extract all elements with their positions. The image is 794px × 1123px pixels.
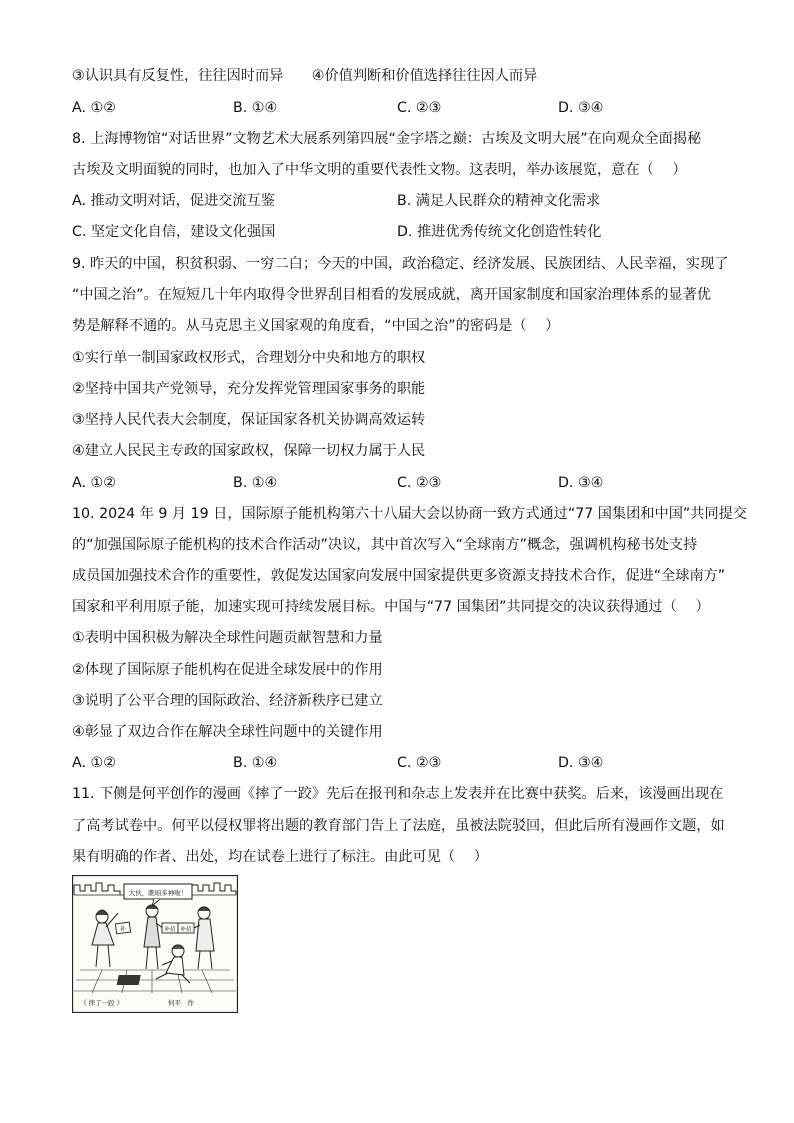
comic-sign-3: 补招 — [180, 927, 192, 933]
q9-statement-2: ②坚持中国共产党领导，充分发挥党管理国家事务的职能 — [72, 381, 426, 397]
comic-drawing — [72, 875, 238, 1013]
comic-caption-author: 何平 作 — [168, 999, 194, 1007]
q10-option-d[interactable]: D. ③④ — [558, 755, 604, 771]
q9-stem-line-1: 9. 昨天的中国，积贫积弱、一穷二白；今天的中国，政治稳定、经济发展、民族团结、人民幸福，实现了 — [72, 256, 729, 272]
q8-option-a[interactable]: A. 推动文明对话，促进交流互鉴 — [72, 193, 275, 209]
q10-option-c[interactable]: C. ②③ — [397, 755, 442, 771]
q7-option-b[interactable]: B. ①④ — [233, 100, 278, 116]
comic-sign-2: 补招 — [164, 927, 176, 933]
q11-stem-line-1: 11. 下侧是何平创作的漫画《摔了一跤》先后在报刊和杂志上发表并在比赛中获奖。后来，该漫画出现在 — [72, 786, 724, 802]
q9-statement-1: ①实行单一制国家政权形式，合理划分中央和地方的职权 — [72, 350, 426, 366]
q10-statement-1: ①表明中国积极为解决全球性问题贡献智慧和力量 — [72, 630, 383, 646]
q9-statement-3: ③坚持人民代表大会制度，保证国家各机关协调高效运转 — [72, 412, 426, 428]
q9-statement-4: ④建立人民民主专政的国家政权，保障一切权力属于人民 — [72, 443, 426, 459]
comic-speech-bubble: 大伙，瞧咱多神啦！ — [128, 889, 188, 897]
q9-stem-line-2: “中国之治”。在短短几十年内取得令世界刮目相看的发展成就，离开国家制度和国家治理体系的显著优 — [72, 287, 711, 303]
q7-option-c[interactable]: C. ②③ — [397, 100, 442, 116]
comic-sign-1: 补 — [119, 926, 127, 933]
q8-option-b[interactable]: B. 满足人民群众的精神文化需求 — [397, 193, 601, 209]
q10-statement-2: ②体现了国际原子能机构在促进全球发展中的作用 — [72, 662, 383, 678]
q10-stem-line-1: 10. 2024 年 9 月 19 日，国际原子能机构第六十八届大会以协商一致方式通过“77 国集团和中国”共同提交 — [72, 506, 748, 522]
q9-option-a[interactable]: A. ①② — [72, 475, 116, 491]
q10-stem-line-4: 国家和平利用原子能，加速实现可持续发展目标。中国与“77 国集团”共同提交的决议获得通过（ ） — [72, 599, 710, 615]
comic-illustration — [72, 875, 238, 1013]
q10-option-b[interactable]: B. ①④ — [233, 755, 278, 771]
q9-option-d[interactable]: D. ③④ — [558, 475, 604, 491]
q7-option-d[interactable]: D. ③④ — [558, 100, 604, 116]
q10-stem-line-2: 的“加强国际原子能机构的技术合作活动”决议，其中首次写入“全球南方”概念，强调机构秘书处支持 — [72, 537, 698, 553]
q10-stem-line-3: 成员国加强技术合作的重要性，敦促发达国家向发展中国家提供更多资源支持技术合作，促进“全球南方” — [72, 568, 726, 584]
q8-stem-line-1: 8. 上海博物馆“对话世界”文物艺术大展系列第四展“金字塔之巅：古埃及文明大展”在向观众全面揭秘 — [72, 131, 702, 147]
q8-option-d[interactable]: D. 推进优秀传统文化创造性转化 — [397, 224, 602, 240]
q10-statement-4: ④彰显了双边合作在解决全球性问题中的关键作用 — [72, 724, 383, 740]
q9-option-b[interactable]: B. ①④ — [233, 475, 278, 491]
q11-stem-line-3: 果有明确的作者、出处，均在试卷上进行了标注。由此可见（ ） — [72, 849, 488, 865]
q9-option-c[interactable]: C. ②③ — [397, 475, 442, 491]
q8-option-c[interactable]: C. 坚定文化自信，建设文化强国 — [72, 224, 276, 240]
q10-statement-3: ③说明了公平合理的国际政治、经济新秩序已建立 — [72, 693, 383, 709]
q7-option-a[interactable]: A. ①② — [72, 100, 116, 116]
q10-option-a[interactable]: A. ①② — [72, 755, 116, 771]
q11-stem-line-2: 了高考试卷中。何平以侵权罪将出题的教育部门告上了法庭，虽被法院驳回，但此后所有漫画作文题，如 — [72, 818, 725, 834]
q8-stem-line-2: 古埃及文明面貌的同时，也加入了中华文明的重要代表性文物。这表明，举办该展览，意在（ ） — [72, 162, 687, 178]
q9-stem-line-3: 势是解释不通的。从马克思主义国家观的角度看，“中国之治”的密码是（ ） — [72, 318, 560, 334]
q7-statements-3-4: ③认识具有反复性，往往因时而异 ④价值判断和价值选择往往因人而异 — [72, 68, 538, 84]
comic-caption-title: 《 摔了一跤 》 — [80, 999, 124, 1007]
